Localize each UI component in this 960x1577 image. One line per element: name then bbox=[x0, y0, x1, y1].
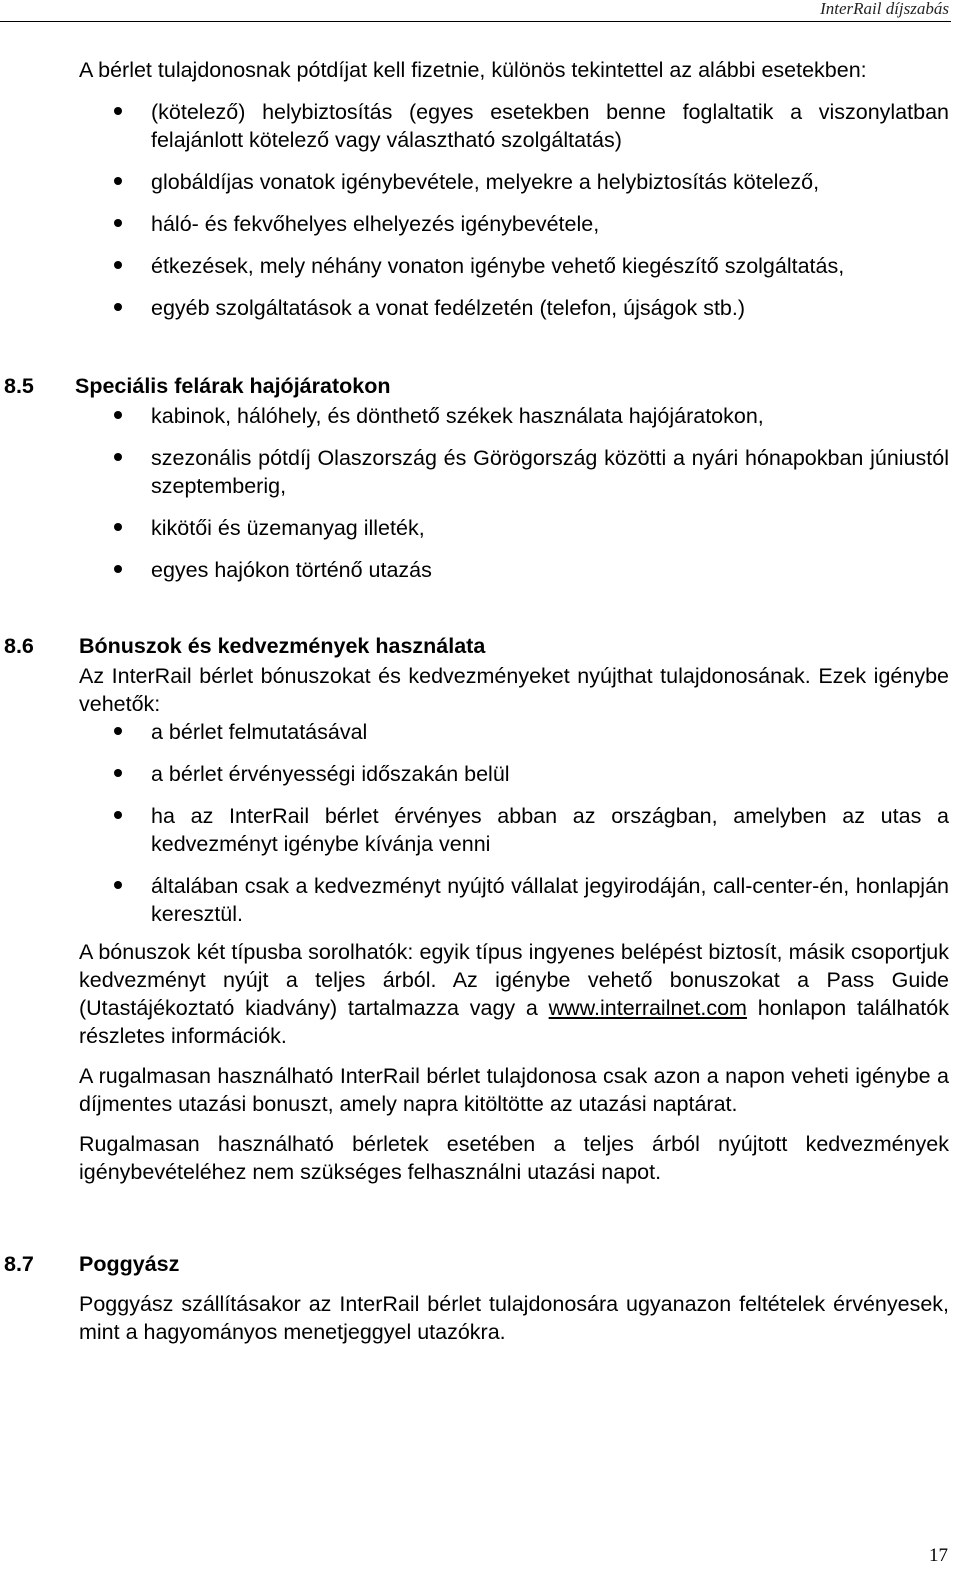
bullet-icon bbox=[114, 303, 122, 311]
section-heading-8-5 bbox=[4, 372, 949, 402]
section-title: Poggyász bbox=[79, 1252, 180, 1276]
section-8-6-intro: Az InterRail bérlet bónuszokat és kedvezményeket nyújthat tulajdonosának. Ezek igénybe vehetők: bbox=[79, 664, 949, 716]
list-item-text: szezonális pótdíj Olaszország és Görögország közötti a nyári hónapokban júniustól szeptemberig, bbox=[151, 446, 949, 498]
list-item bbox=[79, 294, 949, 322]
list-item bbox=[79, 872, 949, 928]
section-title: Bónuszok és kedvezmények használata bbox=[79, 634, 486, 658]
page-content bbox=[4, 56, 949, 1346]
bonus-types-paragraph bbox=[79, 938, 949, 1050]
page-number: 17 bbox=[929, 1545, 948, 1566]
list-item bbox=[79, 802, 949, 858]
section-8-6-list bbox=[79, 718, 949, 928]
header-title: InterRail díjszabás bbox=[820, 0, 949, 18]
section-heading-8-6 bbox=[4, 632, 949, 662]
list-item bbox=[79, 98, 949, 154]
intro-list bbox=[79, 98, 949, 322]
list-item-text: egyéb szolgáltatások a vonat fedélzetén (telefon, újságok stb.) bbox=[151, 296, 746, 320]
list-item bbox=[79, 168, 949, 196]
list-item bbox=[79, 514, 949, 542]
bullet-icon bbox=[114, 219, 122, 227]
list-item-text: ha az InterRail bérlet érvényes abban az országban, amelyben az utas a kedvezményt igénybe kívánja venni bbox=[151, 804, 949, 856]
list-item-text: egyes hajókon történő utazás bbox=[151, 558, 432, 582]
bullet-icon bbox=[114, 261, 122, 269]
page-header bbox=[0, 0, 960, 24]
luggage-paragraph: Poggyász szállításakor az InterRail bérlet tulajdonosára ugyanazon feltételek érvényesek, mint a hagyományos menetjeggyel utazókra. bbox=[79, 1292, 949, 1344]
list-item-text: a bérlet felmutatásával bbox=[151, 720, 368, 744]
section-title: Speciális felárak hajójáratokon bbox=[75, 374, 391, 398]
bonus-text-before-link: A bónuszok két típusba sorolhatók: egyik típus ingyenes belépést biztosít, másik csoportjuk kedvezményt nyújt a teljes árból. Az igénybe vehető bonuszokat a Pass Guide (Utastájékoztató kiadvány) tartalmazza vagy a bbox=[79, 940, 949, 1020]
bonus-text-after-link: honlapon találhatók részletes információk. bbox=[79, 996, 949, 1048]
list-item bbox=[79, 252, 949, 280]
section-number: 8.7 bbox=[4, 1252, 34, 1276]
list-item-text: kikötői és üzemanyag illeték, bbox=[151, 516, 425, 540]
interrail-website-link[interactable]: www.interrailnet.com bbox=[548, 996, 747, 1020]
bullet-icon bbox=[114, 411, 122, 419]
bullet-icon bbox=[114, 177, 122, 185]
list-item-text: étkezések, mely néhány vonaton igénybe vehető kiegészítő szolgáltatás, bbox=[151, 254, 845, 278]
section-number: 8.5 bbox=[4, 374, 34, 398]
list-item-text: háló- és fekvőhelyes elhelyezés igénybevétele, bbox=[151, 212, 600, 236]
bullet-icon bbox=[114, 523, 122, 531]
list-item bbox=[79, 556, 949, 584]
bullet-icon bbox=[114, 107, 122, 115]
list-item-text: (kötelező) helybiztosítás (egyes esetekben benne foglaltatik a viszonylatban felajánlott kötelező vagy választható szolgáltatás) bbox=[151, 100, 949, 152]
bullet-icon bbox=[114, 453, 122, 461]
list-item bbox=[79, 444, 949, 500]
section-8-5-list bbox=[79, 402, 949, 584]
bullet-icon bbox=[114, 565, 122, 573]
flexi-pass-paragraph: A rugalmasan használható InterRail bérlet tulajdonosa csak azon a napon veheti igénybe a díjmentes utazási bonuszt, amely napra kitöltötte az utazási naptárat. bbox=[79, 1064, 949, 1116]
flexi-discount-paragraph: Rugalmasan használható bérletek esetében a teljes árból nyújtott kedvezmények igénybevételéhez nem szükséges felhasználni utazási napot. bbox=[79, 1132, 949, 1184]
bullet-icon bbox=[114, 881, 122, 889]
list-item bbox=[79, 718, 949, 746]
list-item-text: kabinok, hálóhely, és dönthető székek használata hajójáratokon, bbox=[151, 404, 764, 428]
list-item-text: a bérlet érvényességi időszakán belül bbox=[151, 762, 510, 786]
list-item-text: általában csak a kedvezményt nyújtó vállalat jegyirodáján, call-center-én, honlapján keresztül. bbox=[151, 874, 949, 926]
header-rule bbox=[0, 21, 951, 22]
bullet-icon bbox=[114, 769, 122, 777]
list-item-text: globáldíjas vonatok igénybevétele, melyekre a helybiztosítás kötelező, bbox=[151, 170, 820, 194]
list-item bbox=[79, 210, 949, 238]
bullet-icon bbox=[114, 727, 122, 735]
intro-paragraph: A bérlet tulajdonosnak pótdíjat kell fizetnie, különös tekintettel az alábbi esetekben: bbox=[79, 58, 867, 82]
section-number: 8.6 bbox=[4, 634, 34, 658]
bullet-icon bbox=[114, 811, 122, 819]
list-item bbox=[79, 402, 949, 430]
list-item bbox=[79, 760, 949, 788]
section-heading-8-7 bbox=[4, 1250, 949, 1280]
